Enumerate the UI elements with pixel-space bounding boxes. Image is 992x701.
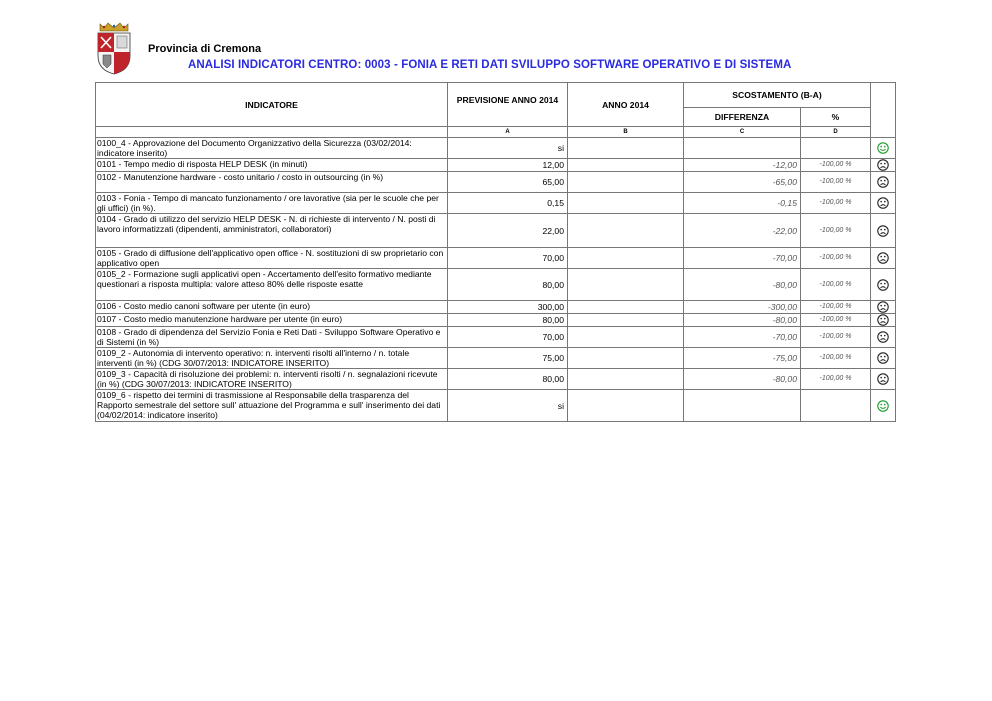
- column-header-indicator: INDICATORE: [96, 83, 448, 127]
- difference-cell: -70,00: [684, 327, 801, 348]
- year-value-cell: [568, 159, 684, 172]
- forecast-cell: 80,00: [448, 269, 568, 301]
- table-row: [96, 348, 896, 369]
- year-value-cell: [568, 301, 684, 314]
- forecast-cell: 22,00: [448, 214, 568, 248]
- forecast-cell: 75,00: [448, 348, 568, 369]
- indicator-name-cell: 0107 - Costo medio manutenzione hardware per utente (in euro): [96, 314, 448, 327]
- column-header-status: [871, 83, 896, 138]
- percent-cell: -100,00 %: [801, 369, 871, 390]
- percent-cell: -100,00 %: [801, 314, 871, 327]
- percent-cell: -100,00 %: [801, 348, 871, 369]
- indicator-name-cell: 0109_2 - Autonomia di intervento operativo: n. interventi risolti all'interno / n. totale interventi (in %) (CDG 30/07/2013: INDICATORE INSERITO): [96, 348, 448, 369]
- smiley-happy-icon: [877, 142, 889, 154]
- status-cell: [871, 314, 896, 327]
- status-cell: [871, 348, 896, 369]
- column-header-deviation: SCOSTAMENTO (B-A): [684, 83, 871, 108]
- table-row: [96, 159, 896, 172]
- column-header-percent: %: [801, 108, 871, 127]
- indicator-name-cell: 0102 - Manutenzione hardware - costo unitario / costo in outsourcing (in %): [96, 172, 448, 193]
- indicator-name-cell: 0100_4 - Approvazione del Documento Organizzativo della Sicurezza (03/02/2014: indicatore inserito): [96, 138, 448, 159]
- table-row: [96, 369, 896, 390]
- status-cell: [871, 390, 896, 422]
- column-letter-indicator: [96, 127, 448, 138]
- table-row: [96, 138, 896, 159]
- indicator-name-cell: 0105 - Grado di diffusione dell'applicativo open office - N. sostituzioni di sw proprietario con applicativo open: [96, 248, 448, 269]
- smiley-sad-icon: [877, 279, 889, 291]
- table-row: [96, 327, 896, 348]
- percent-cell: -100,00 %: [801, 193, 871, 214]
- percent-cell: -100,00 %: [801, 214, 871, 248]
- forecast-cell: si: [448, 390, 568, 422]
- year-value-cell: [568, 327, 684, 348]
- smiley-sad-icon: [877, 301, 889, 313]
- indicators-table: [95, 82, 896, 422]
- difference-cell: -80,00: [684, 369, 801, 390]
- indicator-name-cell: 0104 - Grado di utilizzo del servizio HELP DESK - N. di richieste di intervento / N. posti di lavoro informatizzati (dipendenti, amministratori, collaboratori): [96, 214, 448, 248]
- status-cell: [871, 327, 896, 348]
- forecast-cell: 0,15: [448, 193, 568, 214]
- forecast-cell: 12,00: [448, 159, 568, 172]
- forecast-cell: 65,00: [448, 172, 568, 193]
- indicators-table-body: [96, 138, 896, 422]
- status-cell: [871, 193, 896, 214]
- status-cell: [871, 214, 896, 248]
- indicator-name-cell: 0106 - Costo medio canoni software per utente (in euro): [96, 301, 448, 314]
- year-value-cell: [568, 314, 684, 327]
- year-value-cell: [568, 348, 684, 369]
- table-row: [96, 301, 896, 314]
- difference-cell: -22,00: [684, 214, 801, 248]
- year-value-cell: [568, 193, 684, 214]
- year-value-cell: [568, 248, 684, 269]
- table-row: [96, 269, 896, 301]
- smiley-sad-icon: [877, 352, 889, 364]
- difference-cell: [684, 390, 801, 422]
- report-title: ANALISI INDICATORI CENTRO: 0003 - FONIA E RETI DATI SVILUPPO SOFTWARE OPERATIVO E DI SISTEMA: [188, 59, 792, 71]
- forecast-cell: 70,00: [448, 248, 568, 269]
- smiley-sad-icon: [877, 197, 889, 209]
- percent-cell: -100,00 %: [801, 301, 871, 314]
- indicator-name-cell: 0101 - Tempo medio di risposta HELP DESK (in minuti): [96, 159, 448, 172]
- table-row: [96, 390, 896, 422]
- organization-name: Provincia di Cremona: [148, 43, 262, 55]
- difference-cell: -80,00: [684, 269, 801, 301]
- difference-cell: [684, 138, 801, 159]
- table-row: [96, 214, 896, 248]
- smiley-sad-icon: [877, 176, 889, 188]
- column-header-forecast: PREVISIONE ANNO 2014: [448, 83, 568, 127]
- status-cell: [871, 301, 896, 314]
- table-row: [96, 314, 896, 327]
- forecast-cell: si: [448, 138, 568, 159]
- difference-cell: -70,00: [684, 248, 801, 269]
- indicator-name-cell: 0105_2 - Formazione sugli applicativi open - Accertamento dell'esito formativo mediante questionari a risposta multipla: valore atteso 80% delle risposte esatte: [96, 269, 448, 301]
- status-cell: [871, 369, 896, 390]
- status-cell: [871, 159, 896, 172]
- year-value-cell: [568, 369, 684, 390]
- year-value-cell: [568, 214, 684, 248]
- difference-cell: -12,00: [684, 159, 801, 172]
- column-letter-a: A: [448, 127, 568, 138]
- smiley-sad-icon: [877, 331, 889, 343]
- year-value-cell: [568, 269, 684, 301]
- smiley-sad-icon: [877, 314, 889, 326]
- indicator-name-cell: 0108 - Grado di dipendenza del Servizio Fonia e Reti Dati - Sviluppo Software Operativo e di Sistemi (in %): [96, 327, 448, 348]
- forecast-cell: 300,00: [448, 301, 568, 314]
- smiley-sad-icon: [877, 373, 889, 385]
- indicator-name-cell: 0109_3 - Capacità di risoluzione dei problemi: n. interventi risolti / n. segnalazioni ricevute (in %) (CDG 30/07/2013: INDICATORE INSERITO): [96, 369, 448, 390]
- column-letter-b: B: [568, 127, 684, 138]
- column-letter-c: C: [684, 127, 801, 138]
- coat-of-arms-logo: [95, 22, 133, 76]
- status-cell: [871, 138, 896, 159]
- table-row: [96, 248, 896, 269]
- difference-cell: -75,00: [684, 348, 801, 369]
- difference-cell: -65,00: [684, 172, 801, 193]
- percent-cell: -100,00 %: [801, 248, 871, 269]
- year-value-cell: [568, 138, 684, 159]
- smiley-sad-icon: [877, 225, 889, 237]
- forecast-cell: 80,00: [448, 314, 568, 327]
- percent-cell: -100,00 %: [801, 327, 871, 348]
- column-header-difference: DIFFERENZA: [684, 108, 801, 127]
- status-cell: [871, 248, 896, 269]
- smiley-happy-icon: [877, 400, 889, 412]
- smiley-sad-icon: [877, 159, 889, 171]
- year-value-cell: [568, 390, 684, 422]
- smiley-sad-icon: [877, 252, 889, 264]
- status-cell: [871, 172, 896, 193]
- forecast-cell: 80,00: [448, 369, 568, 390]
- percent-cell: [801, 390, 871, 422]
- percent-cell: -100,00 %: [801, 269, 871, 301]
- status-cell: [871, 269, 896, 301]
- column-header-year: ANNO 2014: [568, 83, 684, 127]
- percent-cell: [801, 138, 871, 159]
- percent-cell: -100,00 %: [801, 159, 871, 172]
- difference-cell: -0,15: [684, 193, 801, 214]
- year-value-cell: [568, 172, 684, 193]
- indicator-name-cell: 0109_6 - rispetto dei termini di trasmissione al Responsabile della trasparenza del Rapporto semestrale del settore sull' attuazione del Programma e sull' inserimento dei dati (04/02/2014: indicatore inserito): [96, 390, 448, 422]
- indicator-name-cell: 0103 - Fonia - Tempo di mancato funzionamento / ore lavorative (sia per le scuole che per gli uffici) (in %).: [96, 193, 448, 214]
- difference-cell: -80,00: [684, 314, 801, 327]
- table-row: [96, 172, 896, 193]
- difference-cell: -300,00: [684, 301, 801, 314]
- percent-cell: -100,00 %: [801, 172, 871, 193]
- column-letter-d: D: [801, 127, 871, 138]
- table-row: [96, 193, 896, 214]
- forecast-cell: 70,00: [448, 327, 568, 348]
